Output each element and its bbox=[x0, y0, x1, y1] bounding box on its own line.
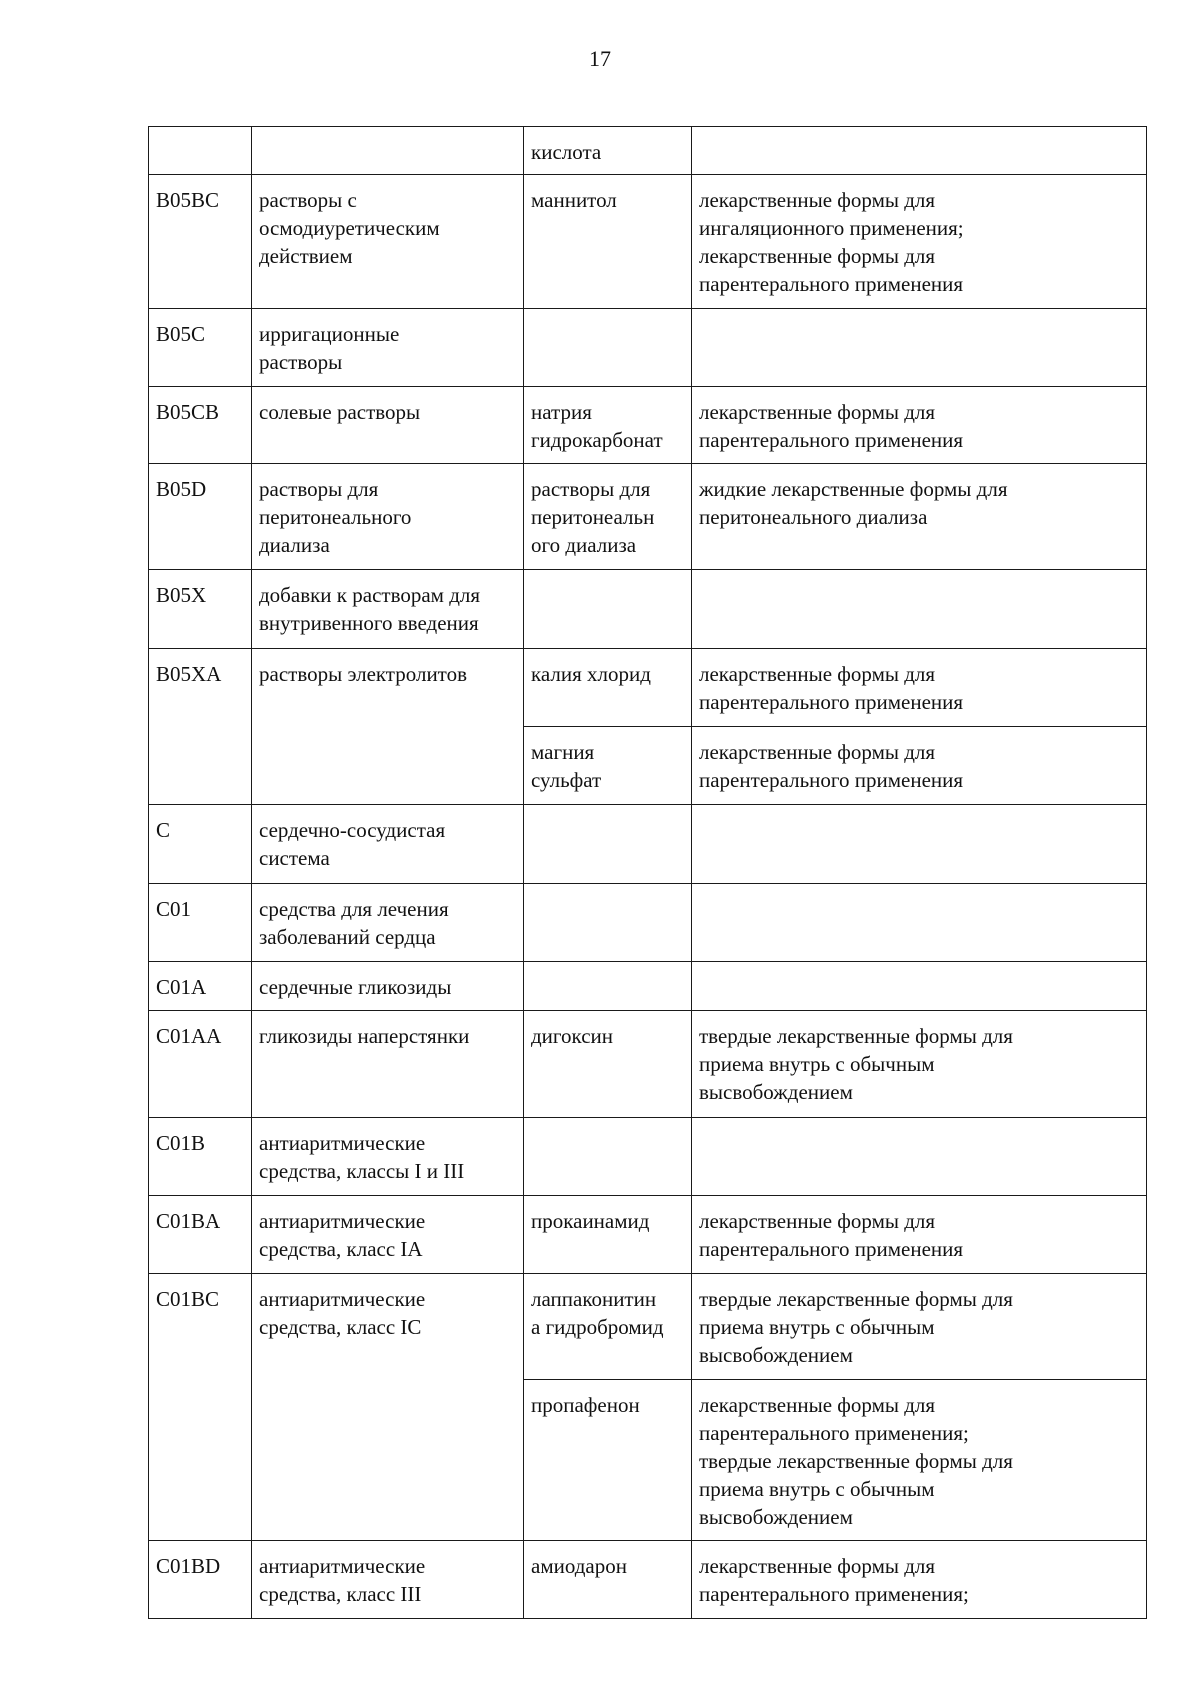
group-name-cell: солевые растворы bbox=[252, 387, 524, 464]
atc-code-cell: B05BC bbox=[149, 175, 252, 309]
group-name-cell: антиаритмические средства, класс IA bbox=[252, 1196, 524, 1274]
table-row bbox=[149, 805, 1147, 884]
group-name-cell: добавки к растворам для внутривенного введения bbox=[252, 570, 524, 649]
dosage-forms-cell: лекарственные формы для парентерального применения; твердые лекарственные формы для приема внутрь с обычным высвобождением bbox=[692, 1380, 1147, 1541]
drug-name-cell: кислота bbox=[524, 127, 692, 175]
atc-code-cell: C01B bbox=[149, 1118, 252, 1196]
drug-name-cell: растворы для перитонеальн ого диализа bbox=[524, 464, 692, 570]
atc-code-cell: B05D bbox=[149, 464, 252, 570]
drug-table bbox=[148, 126, 1147, 1619]
drug-name-cell bbox=[524, 1118, 692, 1196]
atc-code-cell: B05C bbox=[149, 309, 252, 387]
drug-name-cell bbox=[524, 962, 692, 1011]
drug-name-cell: маннитол bbox=[524, 175, 692, 309]
dosage-forms-cell: жидкие лекарственные формы для перитонеального диализа bbox=[692, 464, 1147, 570]
dosage-forms-cell: лекарственные формы для парентерального применения bbox=[692, 649, 1147, 727]
group-name-cell: гликозиды наперстянки bbox=[252, 1011, 524, 1118]
drug-name-cell: пропафенон bbox=[524, 1380, 692, 1541]
drug-name-cell: лаппаконитин а гидробромид bbox=[524, 1274, 692, 1380]
group-name-cell: растворы для перитонеального диализа bbox=[252, 464, 524, 570]
dosage-forms-cell bbox=[692, 962, 1147, 1011]
table-row bbox=[149, 1011, 1147, 1118]
drug-name-cell: амиодарон bbox=[524, 1541, 692, 1619]
table-body bbox=[149, 127, 1147, 1619]
table-row bbox=[149, 1541, 1147, 1619]
table-row bbox=[149, 464, 1147, 570]
table-row bbox=[149, 127, 1147, 175]
group-name-cell: средства для лечения заболеваний сердца bbox=[252, 884, 524, 962]
drug-name-cell bbox=[524, 805, 692, 884]
page-number: 17 bbox=[589, 46, 611, 71]
table-row bbox=[149, 1274, 1147, 1380]
atc-code-cell: B05XA bbox=[149, 649, 252, 805]
table-row bbox=[149, 570, 1147, 649]
dosage-forms-cell bbox=[692, 1118, 1147, 1196]
dosage-forms-cell bbox=[692, 570, 1147, 649]
group-name-cell bbox=[252, 127, 524, 175]
dosage-forms-cell: твердые лекарственные формы для приема внутрь с обычным высвобождением bbox=[692, 1011, 1147, 1118]
table-row bbox=[149, 649, 1147, 727]
dosage-forms-cell: твердые лекарственные формы для приема внутрь с обычным высвобождением bbox=[692, 1274, 1147, 1380]
dosage-forms-cell: лекарственные формы для парентерального применения bbox=[692, 387, 1147, 464]
dosage-forms-cell: лекарственные формы для парентерального применения; bbox=[692, 1541, 1147, 1619]
dosage-forms-cell: лекарственные формы для парентерального применения bbox=[692, 727, 1147, 805]
atc-code-cell: C01BA bbox=[149, 1196, 252, 1274]
group-name-cell: антиаритмические средства, класс IC bbox=[252, 1274, 524, 1541]
drug-name-cell: натрия гидрокарбонат bbox=[524, 387, 692, 464]
drug-name-cell: дигоксин bbox=[524, 1011, 692, 1118]
drug-name-cell bbox=[524, 570, 692, 649]
drug-name-cell bbox=[524, 884, 692, 962]
table-row bbox=[149, 962, 1147, 1011]
atc-code-cell: B05CB bbox=[149, 387, 252, 464]
atc-code-cell: B05X bbox=[149, 570, 252, 649]
drug-name-cell: калия хлорид bbox=[524, 649, 692, 727]
drug-name-cell: прокаинамид bbox=[524, 1196, 692, 1274]
group-name-cell: антиаритмические средства, классы I и III bbox=[252, 1118, 524, 1196]
atc-code-cell bbox=[149, 127, 252, 175]
table-row bbox=[149, 884, 1147, 962]
group-name-cell: сердечно-сосудистая система bbox=[252, 805, 524, 884]
dosage-forms-cell bbox=[692, 805, 1147, 884]
group-name-cell: антиаритмические средства, класс III bbox=[252, 1541, 524, 1619]
table-row bbox=[149, 175, 1147, 309]
dosage-forms-cell bbox=[692, 884, 1147, 962]
dosage-forms-cell bbox=[692, 127, 1147, 175]
table-row bbox=[149, 1118, 1147, 1196]
dosage-forms-cell bbox=[692, 309, 1147, 387]
atc-code-cell: C01 bbox=[149, 884, 252, 962]
group-name-cell: сердечные гликозиды bbox=[252, 962, 524, 1011]
atc-code-cell: C01BC bbox=[149, 1274, 252, 1541]
table-row bbox=[149, 387, 1147, 464]
atc-code-cell: C01BD bbox=[149, 1541, 252, 1619]
drug-name-cell: магния сульфат bbox=[524, 727, 692, 805]
dosage-forms-cell: лекарственные формы для парентерального применения bbox=[692, 1196, 1147, 1274]
table-row bbox=[149, 309, 1147, 387]
table-row bbox=[149, 1196, 1147, 1274]
group-name-cell: растворы с осмодиуретическим действием bbox=[252, 175, 524, 309]
group-name-cell: ирригационные растворы bbox=[252, 309, 524, 387]
group-name-cell: растворы электролитов bbox=[252, 649, 524, 805]
atc-code-cell: C01AA bbox=[149, 1011, 252, 1118]
atc-code-cell: C01A bbox=[149, 962, 252, 1011]
dosage-forms-cell: лекарственные формы для ингаляционного применения; лекарственные формы для парентерального применения bbox=[692, 175, 1147, 309]
atc-code-cell: C bbox=[149, 805, 252, 884]
drug-name-cell bbox=[524, 309, 692, 387]
